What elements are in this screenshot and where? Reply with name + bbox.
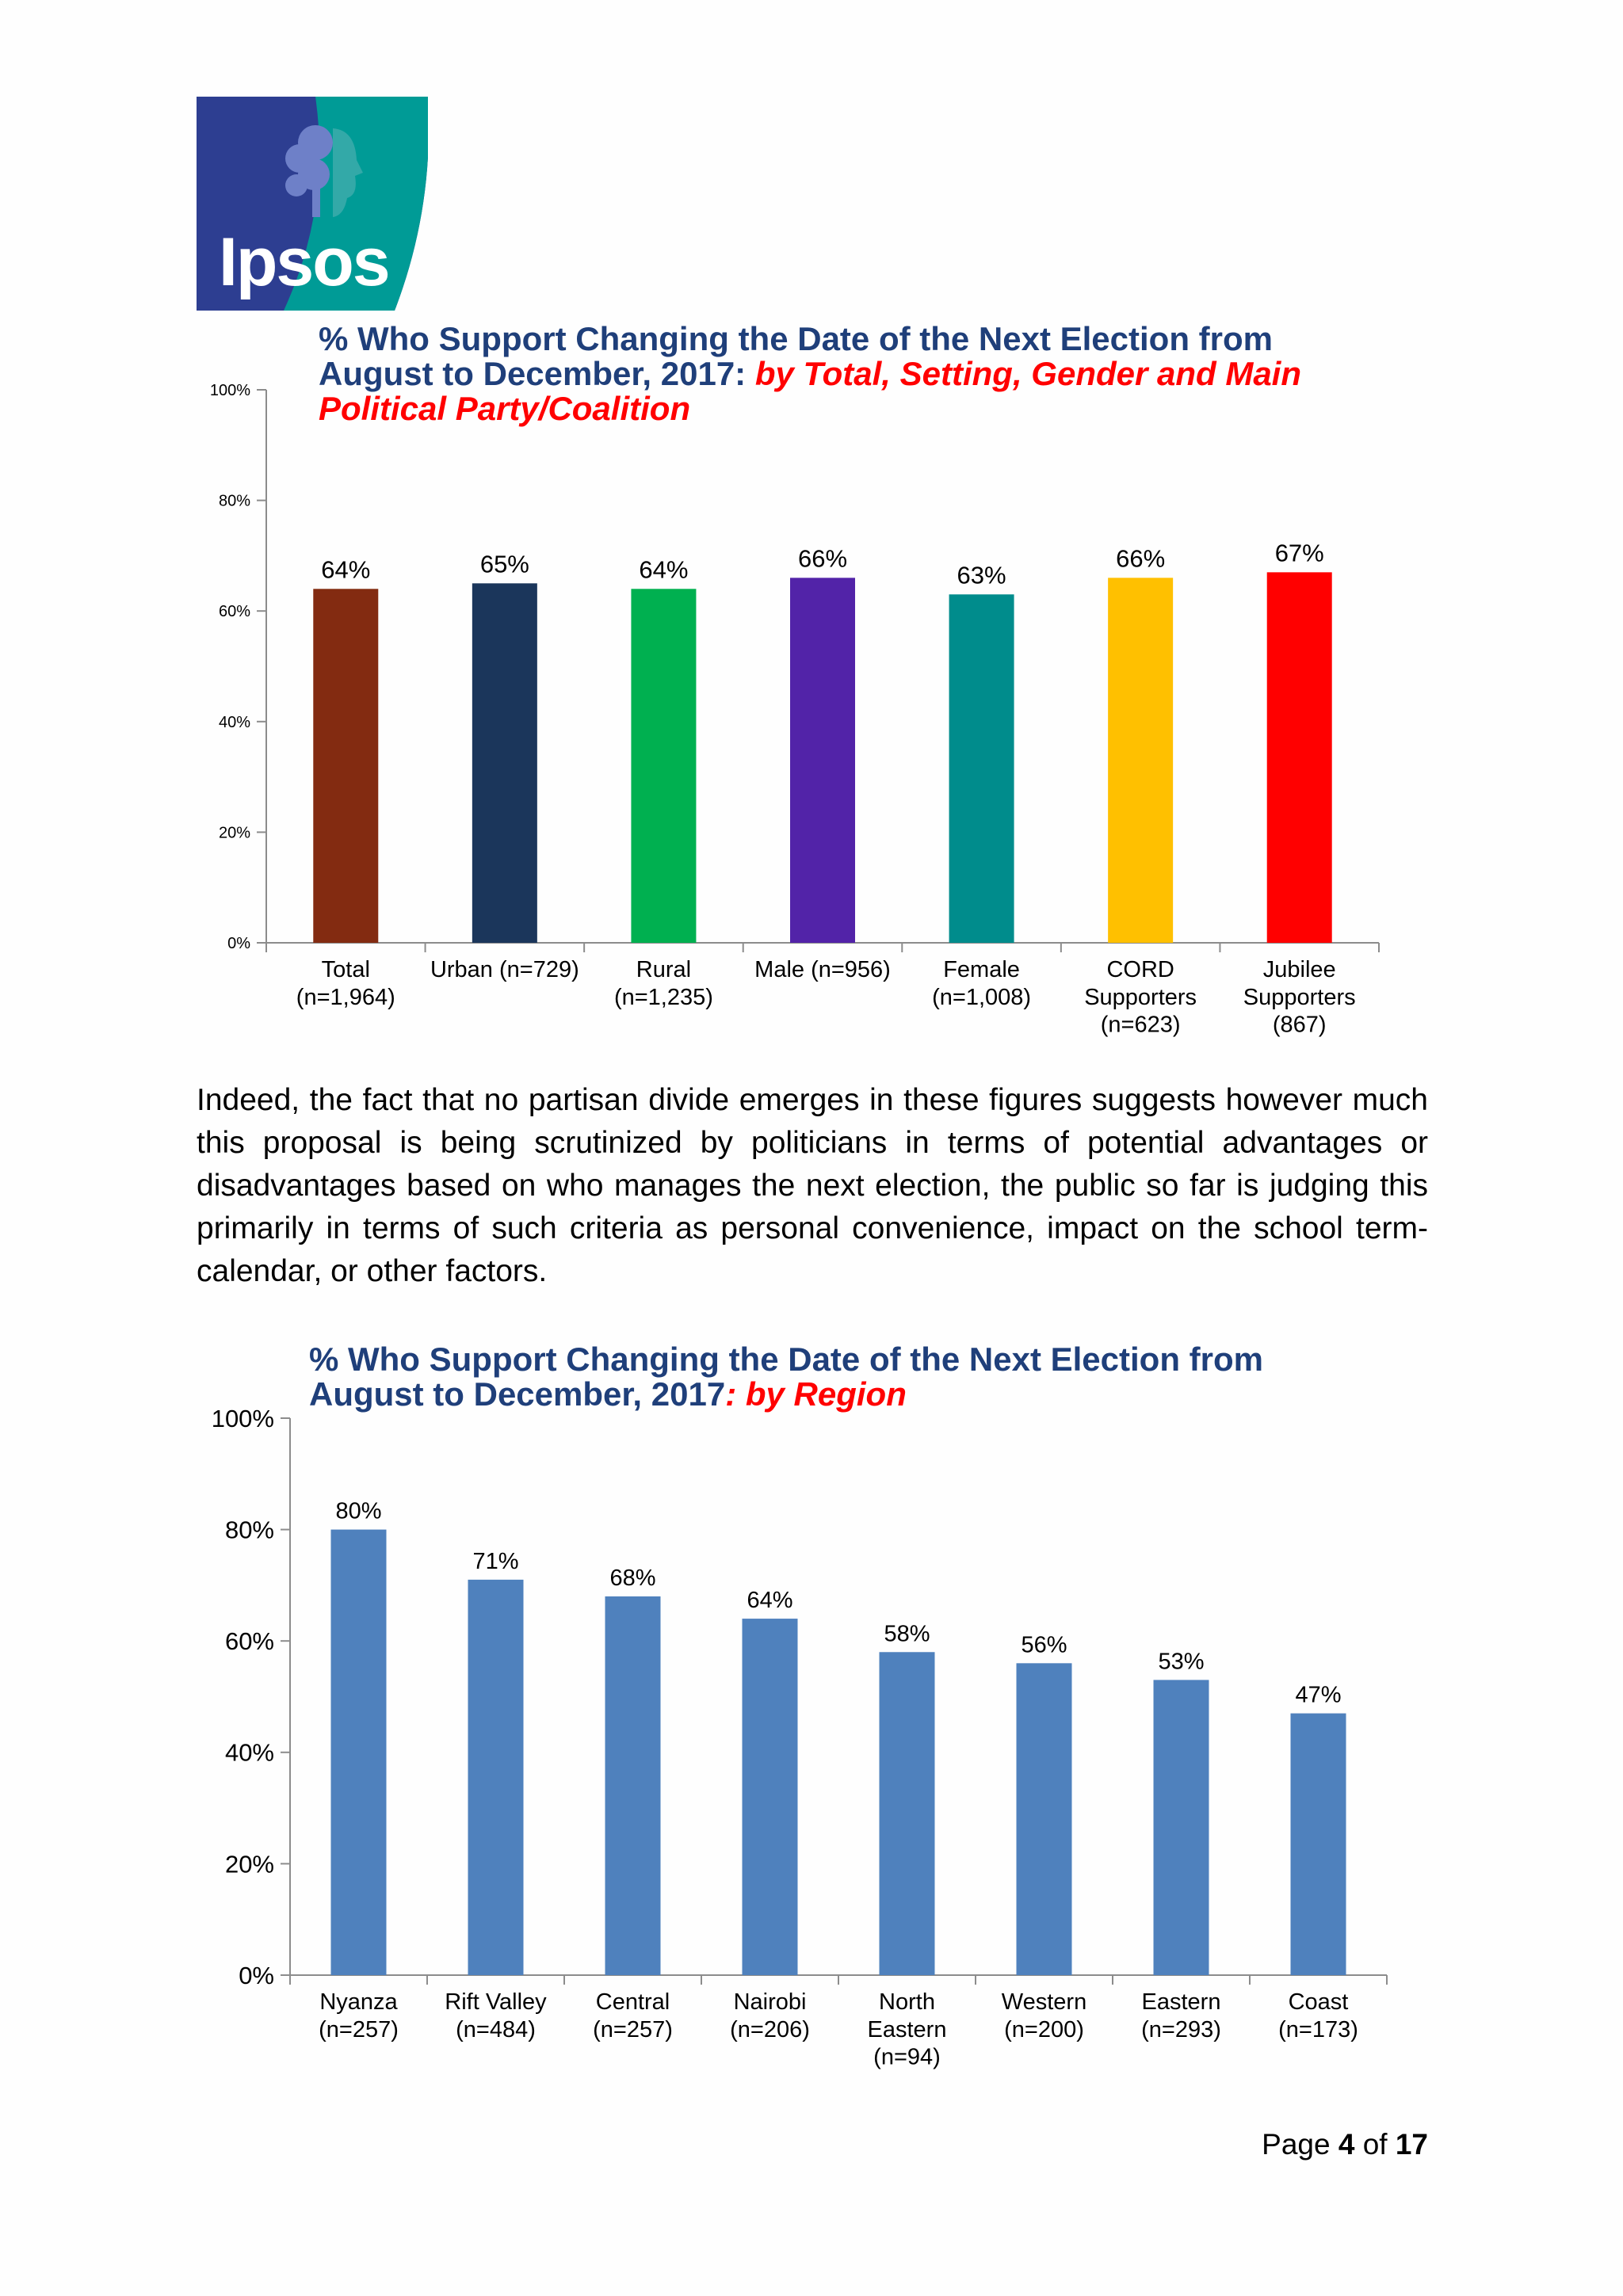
bar-value-label: 56% — [1021, 1632, 1067, 1658]
bar — [1017, 1663, 1072, 1975]
y-tick-label: 100% — [211, 1404, 274, 1432]
x-category-label: Eastern (n=293) — [1141, 1989, 1221, 2042]
body-paragraph: Indeed, the fact that no partisan divide emerges in these figures suggests however much this proposal is being scrutinized by politicians in terms of potential advantages or disadvantages based on who manages the next election, the public so far is judging this primarily in terms of such criteria as personal convenience, impact on the school term-calendar, or other factors. — [197, 1083, 1428, 1288]
x-category-label: Nyanza (n=257) — [319, 1989, 399, 2042]
y-tick-label: 0% — [239, 1961, 274, 1989]
x-category-label: Nairobi (n=206) — [730, 1989, 810, 2042]
page-number: Page 4 of 17 — [1262, 2128, 1428, 2161]
bar — [1291, 1714, 1346, 1975]
y-tick-label: 20% — [218, 824, 250, 842]
bar — [1154, 1680, 1209, 1975]
y-tick-label: 20% — [224, 1850, 274, 1878]
x-category-label: Coast (n=173) — [1278, 1989, 1358, 2042]
y-tick-label: 100% — [209, 382, 250, 399]
chart-title: % Who Support Changing the Date of the Next Election from August to December, 2017: by Region — [309, 1341, 1263, 1413]
bar-value-label: 47% — [1295, 1682, 1342, 1708]
bar — [880, 1652, 935, 1975]
y-tick-label: 40% — [218, 713, 250, 731]
x-category-label: Total (n=1,964) — [296, 957, 395, 1010]
bar-value-label: 64% — [321, 555, 371, 584]
x-category-label: Western (n=200) — [1001, 1989, 1087, 2042]
bar — [743, 1619, 798, 1975]
bar-value-label: 53% — [1158, 1649, 1205, 1675]
bar — [468, 1580, 524, 1975]
bar-value-label: 65% — [479, 550, 529, 578]
y-tick-label: 40% — [224, 1738, 274, 1767]
bar-value-label: 67% — [1274, 539, 1324, 567]
bar — [331, 1530, 387, 1975]
bar-value-label: 64% — [639, 555, 689, 584]
chart-title: % Who Support Changing the Date of the Next Election from August to December, 2017: by Total, Setting, Gender and Main Political Party/Coalition — [319, 320, 1302, 428]
x-category-label: Rural (n=1,235) — [613, 957, 713, 1010]
x-category-label: Female (n=1,008) — [932, 957, 1032, 1010]
bar-value-label: 63% — [957, 561, 1006, 589]
bar-value-label: 64% — [747, 1588, 793, 1614]
bar-value-label: 66% — [797, 544, 848, 573]
y-tick-label: 80% — [218, 492, 250, 510]
x-category-label: North Eastern (n=94) — [867, 1989, 947, 2070]
bar-value-label: 68% — [609, 1565, 656, 1591]
bar-value-label: 71% — [472, 1548, 519, 1574]
y-tick-label: 80% — [224, 1516, 274, 1544]
bar-value-label: 58% — [884, 1621, 930, 1647]
x-category-label: Central (n=257) — [593, 1989, 673, 2042]
x-category-label: Rift Valley (n=484) — [445, 1989, 547, 2042]
y-tick-label: 60% — [218, 603, 250, 621]
bar-value-label: 66% — [1116, 544, 1166, 573]
y-tick-label: 60% — [224, 1627, 274, 1656]
bar — [605, 1596, 661, 1975]
x-category-label: Jubilee Supporters (867) — [1243, 957, 1356, 1038]
x-category-label: Male (n=956) — [754, 957, 891, 982]
logo-wordmark: Ipsos — [219, 224, 389, 300]
x-category-label: CORD Supporters (n=623) — [1084, 957, 1197, 1038]
y-tick-label: 0% — [227, 935, 250, 952]
bar-value-label: 80% — [335, 1498, 382, 1524]
x-category-label: Urban (n=729) — [430, 957, 579, 982]
